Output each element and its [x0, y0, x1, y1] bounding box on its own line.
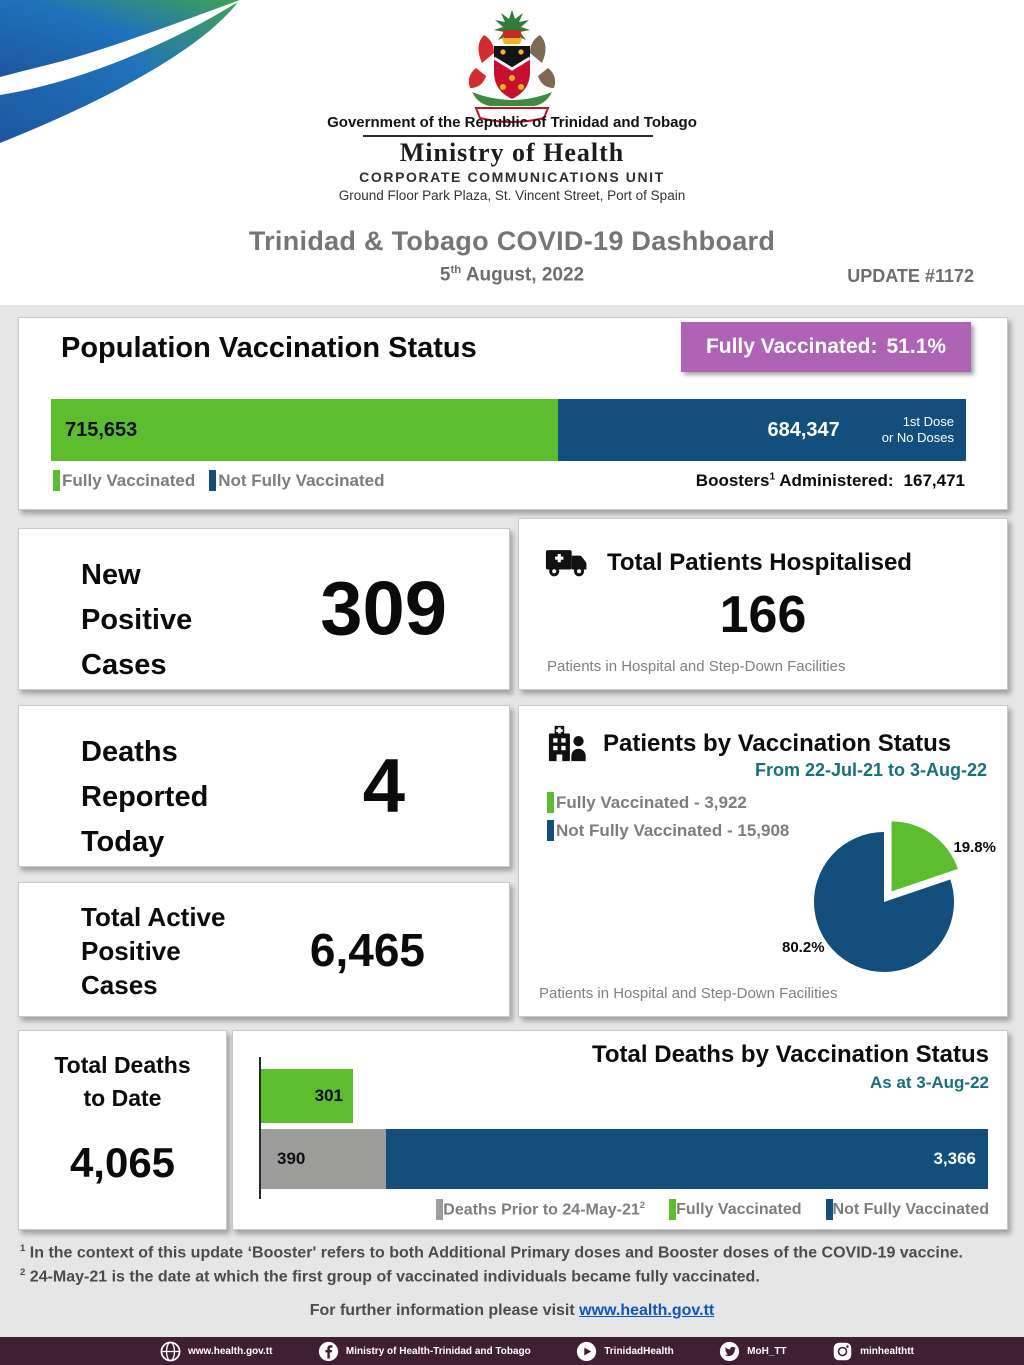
footer-youtube[interactable]	[576, 1341, 673, 1362]
tapc-line3: Cases	[81, 969, 158, 1000]
deaths-today-label	[81, 730, 208, 865]
not-fully-vaccinated-bar	[558, 399, 966, 461]
legend-fully-vaccinated	[53, 470, 195, 491]
footnote-1	[20, 1243, 963, 1262]
boosters-footnote-ref: 1	[769, 471, 776, 483]
facebook-icon	[318, 1341, 339, 1362]
fully-vaccinated-badge	[681, 322, 971, 372]
footer-website-label: www.health.gov.tt	[188, 1345, 273, 1357]
footer-website[interactable]	[160, 1341, 272, 1362]
total-deaths-card	[18, 1030, 227, 1230]
npc-line3: Cases	[81, 648, 167, 681]
boosters-value: 167,471	[903, 471, 965, 490]
footer-instagram-label: minhealthtt	[860, 1345, 914, 1357]
date-ordinal: th	[450, 264, 462, 276]
footer-twitter-label: MoH_TT	[747, 1345, 787, 1357]
legend-notfully-15908	[547, 820, 789, 841]
tapc-line1: Total Active	[81, 902, 226, 932]
total-deaths-value: 4,065	[69, 1139, 176, 1186]
deaths-by-vax-card	[232, 1030, 1008, 1230]
population-vaccination-card	[18, 317, 1008, 510]
footnote-2	[20, 1267, 760, 1286]
footnote-2-sup: 2	[20, 1267, 26, 1278]
further-info-line	[0, 1302, 1024, 1320]
pie-pct-fully: 19.8%	[953, 839, 996, 856]
population-heading: Population Vaccination Status	[61, 332, 477, 364]
badge-value: 51.1%	[886, 335, 947, 358]
note-line2: or No Doses	[881, 430, 954, 445]
legend-not-fully	[826, 1199, 989, 1220]
patients-by-vax-caption: Patients in Hospital and Step-Down Facilities	[539, 985, 838, 1002]
patients-by-vax-card	[518, 705, 1008, 1017]
health-gov-link[interactable]: www.health.gov.tt	[579, 1302, 715, 1319]
active-cases-label	[81, 901, 225, 1002]
drt-line1: Deaths	[81, 736, 178, 768]
footnote-1-sup: 1	[20, 1243, 26, 1254]
bar-fully-vaccinated: 301	[261, 1069, 353, 1123]
deaths-today-value: 4	[362, 743, 405, 829]
communications-unit: CORPORATE COMMUNICATIONS UNIT	[359, 169, 665, 185]
footer-twitter[interactable]	[719, 1341, 786, 1362]
footnote-1-text: In the context of this update ‘Booster' refers to both Additional Primary doses and Booster doses of the COVID-19 vaccine.	[25, 1244, 963, 1262]
hospitalised-card	[518, 518, 1008, 690]
legend-fully-label: Fully Vaccinated	[676, 1200, 802, 1218]
footnote-2-text: 24-May-21 is the date at which the first group of vaccinated individuals became fully vaccinated.	[25, 1268, 760, 1286]
green-tick-icon	[547, 792, 554, 813]
footer-facebook-label: Ministry of Health-Trinidad and Tobago	[345, 1345, 531, 1357]
population-legend	[53, 470, 385, 491]
blue-tick-icon	[826, 1199, 833, 1220]
ambulance-icon	[545, 545, 591, 581]
boosters-rest: Administered:	[775, 471, 894, 490]
hospital-patient-icon	[547, 724, 589, 764]
date-day: 5	[439, 264, 451, 286]
badge-label: Fully Vaccinated:	[705, 335, 878, 358]
footer-instagram[interactable]	[832, 1341, 914, 1362]
deaths-by-vax-subtitle: As at 3-Aug-22	[869, 1073, 989, 1092]
green-tick-icon	[53, 470, 60, 491]
total-deaths-label	[19, 1049, 226, 1116]
not-fully-count: 684,347	[767, 418, 840, 441]
instagram-icon	[832, 1341, 853, 1362]
population-stacked-bar	[51, 399, 966, 461]
blue-tick-icon	[547, 820, 554, 841]
legend-fully-3922	[547, 792, 789, 813]
hospitalised-caption: Patients in Hospital and Step-Down Facilities	[547, 658, 846, 675]
footer-youtube-label: TrinidadHealth	[604, 1345, 674, 1357]
boosters-word: Boosters	[695, 471, 770, 490]
drt-line3: Today	[81, 825, 165, 858]
npc-line2: Positive	[81, 603, 193, 636]
ministry-address: Ground Floor Park Plaza, St. Vincent Street, Port of Spain	[338, 188, 686, 203]
npc-line1: New	[81, 559, 141, 591]
tdd-line1: Total Deaths	[54, 1052, 191, 1078]
youtube-icon	[576, 1341, 597, 1362]
boosters-administered	[696, 471, 965, 491]
drt-line2: Reported	[81, 780, 209, 813]
bar-not-fully-vaccinated: 3,366	[386, 1129, 988, 1189]
globe-icon	[160, 1341, 181, 1362]
hospitalised-header	[545, 545, 912, 581]
government-line: Government of the Republic of Trinidad and Tobago	[327, 114, 697, 131]
footer-facebook[interactable]	[318, 1341, 531, 1362]
social-footer	[0, 1337, 1024, 1365]
fully-vaccinated-bar: 715,653	[51, 399, 558, 461]
pie-pct-not-fully: 80.2%	[782, 939, 825, 956]
legend-deaths-prior	[436, 1199, 645, 1220]
ministry-title: Ministry of Health	[399, 138, 625, 167]
legend-fully-label: Fully Vaccinated	[62, 470, 196, 490]
active-cases-card	[18, 882, 510, 1017]
legend-prior-text: Deaths Prior to 24-May-21	[443, 1201, 640, 1219]
tapc-line2: Positive	[81, 935, 181, 966]
dashboard-title: Trinidad & Tobago COVID-19 Dashboard	[248, 226, 776, 256]
deaths-today-card	[18, 705, 510, 867]
active-cases-value: 6,465	[309, 923, 425, 976]
update-number: UPDATE #1172	[847, 266, 974, 286]
coat-of-arms	[462, 8, 562, 130]
twitter-icon	[719, 1341, 740, 1362]
legend-not-fully-vaccinated	[209, 470, 384, 491]
green-tick-icon	[669, 1199, 676, 1220]
patients-by-vax-header	[547, 724, 951, 764]
legend-not-fully-label: Not Fully Vaccinated	[218, 470, 385, 490]
legend-prior-sup: 2	[639, 1199, 646, 1211]
tdd-line2: to Date	[83, 1085, 162, 1112]
header-divider	[363, 135, 653, 137]
legend-fully	[669, 1199, 801, 1220]
first-dose-note	[882, 414, 954, 445]
legend-notfully-15908-label: Not Fully Vaccinated - 15,908	[556, 820, 790, 840]
patients-by-vax-subtitle: From 22-Jul-21 to 3-Aug-22	[754, 760, 987, 780]
hospitalised-heading: Total Patients Hospitalised	[607, 549, 912, 576]
new-positive-value: 309	[320, 566, 447, 652]
blue-tick-icon	[209, 470, 216, 491]
note-line1: 1st Dose	[902, 414, 954, 430]
new-positive-cases-card	[18, 528, 510, 690]
legend-fully-3922-label: Fully Vaccinated - 3,922	[556, 792, 747, 812]
bar-row-stacked	[261, 1129, 988, 1189]
deaths-by-vax-legend	[436, 1199, 989, 1220]
legend-not-fully-label: Not Fully Vaccinated	[832, 1200, 989, 1218]
deaths-by-vax-heading: Total Deaths by Vaccination Status	[592, 1041, 989, 1068]
hospitalised-value: 166	[719, 586, 807, 644]
new-positive-label	[81, 553, 192, 688]
date-rest: August, 2022	[461, 264, 585, 286]
visit-prefix: For further information please visit	[309, 1302, 580, 1319]
bar-deaths-prior: 390	[261, 1129, 386, 1189]
patients-by-vax-heading: Patients by Vaccination Status	[603, 730, 952, 757]
gray-tick-icon	[436, 1199, 443, 1220]
legend-deaths-prior-label	[443, 1200, 645, 1219]
patients-by-vax-legend	[547, 792, 789, 841]
